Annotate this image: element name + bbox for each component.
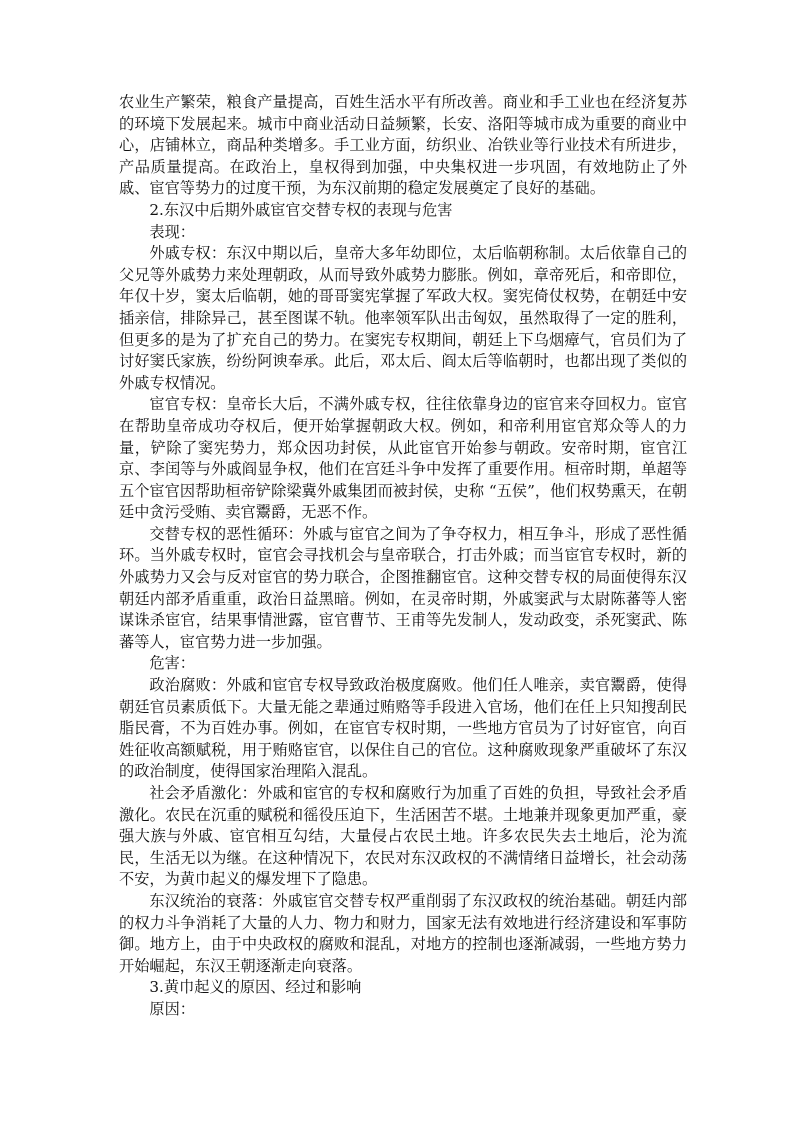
label-harms: 危害： (149, 654, 195, 673)
section-heading-3: 3.黄巾起义的原因、经过和影响 (149, 978, 362, 997)
document-page (119, 92, 687, 1021)
section-heading-2: 2.东汉中后期外戚宦官交替专权的表现与危害 (149, 200, 453, 219)
paragraph-huanguan-zhuanquan: 宦官专权：皇帝长大后，不满外戚专权，往往依靠身边的宦官来夺回权力。宦官在帮助皇帝成功夺权后，便开始掌握朝政大权。例如，和帝利用宦官郑众等人的力量，铲除了窦宪势力，郑众因功封侯，从此宦官开始参与朝政。安帝时期，宦官江京、李闰等与外戚阎显争权，他们在宫廷斗争中发挥了重要作用。桓帝时期，单超等五个宦官因帮助桓帝铲除梁冀外戚集团而被封侯，史称 “五侯”，他们权势熏天，在朝廷中贪污受贿、卖官鬻爵，无恶不作。 (119, 395, 687, 522)
paragraph-vicious-cycle: 交替专权的恶性循环：外戚与宦官之间为了争夺权力，相互争斗，形成了恶性循环。当外戚专权时，宦官会寻找机会与皇帝联合，打击外戚；而当宦官专权时，新的外戚势力又会与反对宦官的势力联合，企图推翻宦官。这种交替专权的局面使得东汉朝廷内部矛盾重重，政治日益黑暗。例如，在灵帝时期，外戚窦武与太尉陈蕃等人密谋诛杀宦官，结果事情泄露，宦官曹节、王甫等先发制人，发动政变，杀死窦武、陈蕃等人，宦官势力进一步加强。 (119, 524, 687, 651)
paragraph-social-conflict: 社会矛盾激化：外戚和宦官的专权和腐败行为加重了百姓的负担，导致社会矛盾激化。农民在沉重的赋税和徭役压迫下，生活困苦不堪。土地兼并现象更加严重，豪强大族与外戚、宦官相互勾结，大量侵占农民土地。许多农民失去土地后，沦为流民，生活无以为继。在这种情况下，农民对东汉政权的不满情绪日益增长，社会动荡不安，为黄巾起义的爆发埋下了隐患。 (119, 784, 687, 889)
paragraph-economy-recovery: 农业生产繁荣，粮食产量提高，百姓生活水平有所改善。商业和手工业也在经济复苏的环境下发展起来。城市中商业活动日益频繁，长安、洛阳等城市成为重要的商业中心，店铺林立，商品种类增多。手工业方面，纺织业、冶铁业等行业技术有所进步，产品质量提高。在政治上，皇权得到加强，中央集权进一步巩固，有效地防止了外戚、宦官等势力的过度干预，为东汉前期的稳定发展奠定了良好的基础。 (119, 93, 687, 198)
paragraph-waiqi-zhuanquan: 外戚专权：东汉中期以后，皇帝大多年幼即位，太后临朝称制。太后依靠自己的父兄等外戚势力来处理朝政，从而导致外戚势力膨胀。例如，章帝死后，和帝即位，年仅十岁，窦太后临朝，她的哥哥窦宪掌握了军政大权。窦宪倚仗权势，在朝廷中安插亲信，排除异己，甚至图谋不轨。他率领军队出击匈奴，虽然取得了一定的胜利，但更多的是为了扩充自己的势力。在窦宪专权期间，朝廷上下乌烟瘴气，官员们为了讨好窦氏家族，纷纷阿谀奉承。此后，邓太后、阎太后等临朝时，也都出现了类似的外戚专权情况。 (119, 244, 687, 392)
label-manifestations: 表现： (149, 222, 195, 241)
paragraph-decline: 东汉统治的衰落：外戚宦官交替专权严重削弱了东汉政权的统治基础。朝廷内部的权力斗争消耗了大量的人力、物力和财力，国家无法有效地进行经济建设和军事防御。地方上，由于中央政权的腐败和混乱，对地方的控制也逐渐减弱，一些地方势力开始崛起，东汉王朝逐渐走向衰落。 (119, 891, 687, 975)
paragraph-political-corruption: 政治腐败：外戚和宦官专权导致政治极度腐败。他们任人唯亲，卖官鬻爵，使得朝廷官员素质低下。大量无能之辈通过贿赂等手段进入官场，他们在任上只知搜刮民脂民膏，不为百姓办事。例如，在宦官专权时期，一些地方官员为了讨好宦官，向百姓征收高额赋税，用于贿赂宦官，以保住自己的官位。这种腐败现象严重破坏了东汉的政治制度，使得国家治理陷入混乱。 (119, 676, 687, 781)
label-causes: 原因： (149, 999, 195, 1018)
